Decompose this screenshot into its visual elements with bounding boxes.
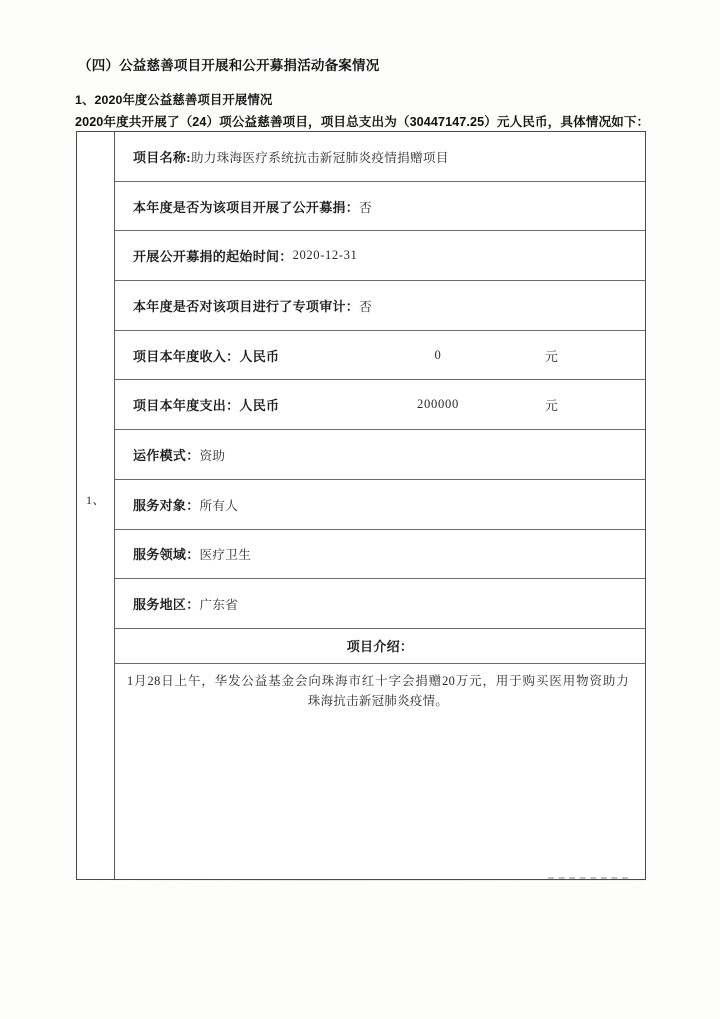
table-row	[115, 331, 645, 381]
table-row	[115, 380, 645, 430]
table-row	[115, 530, 645, 580]
project-intro-text	[127, 671, 629, 712]
field-label-annual-expense: 项目本年度支出：人民币	[133, 398, 280, 414]
row-index-label: 1、	[85, 493, 105, 507]
field-value-project-name: 助力珠海医疗系统抗击新冠肺炎疫情捐赠项目	[190, 150, 449, 165]
table-row	[115, 430, 645, 480]
field-unit-annual-income: 元	[545, 349, 559, 364]
field-value-service-region: 广东省	[199, 598, 239, 613]
field-value-service-field: 医疗卫生	[199, 548, 252, 563]
field-label-fundraising-start-date: 开展公开募捐的起始时间：	[133, 249, 293, 265]
page-title: （四）公益慈善项目开展和公开募捐活动备案情况	[78, 58, 380, 73]
project-table	[76, 131, 646, 880]
project-intro-body	[115, 664, 645, 879]
field-unit-annual-expense: 元	[545, 399, 559, 414]
field-value-annual-income: 0	[434, 347, 442, 362]
project-intro-header-row	[115, 629, 645, 664]
table-index-column	[77, 132, 115, 879]
field-label-service-field: 服务领域：	[133, 547, 200, 563]
project-intro-line-1: 1月28日上午，华发公益基金会向珠海市红十字会捐赠20万元，用于购买医用物资助力	[127, 673, 629, 688]
field-value-operation-mode: 资助	[199, 448, 226, 463]
field-value-fundraising-start-date: 2020-12-31	[292, 248, 358, 263]
table-row	[115, 480, 645, 530]
field-label-service-region: 服务地区：	[133, 597, 200, 613]
field-value-annual-expense: 200000	[417, 397, 459, 412]
field-label-annual-income: 项目本年度收入：人民币	[133, 348, 280, 364]
subtitle-block	[75, 90, 675, 130]
table-row	[115, 132, 645, 182]
field-value-public-fundraising: 否	[359, 200, 373, 215]
table-row	[115, 579, 645, 629]
subtitle-line-2: 2020年度共开展了（24）项公益慈善项目，项目总支出为（30447147.25）元人民币，具体情况如下：	[75, 115, 650, 129]
project-intro-header: 项目介绍：	[346, 639, 414, 655]
field-label-public-fundraising: 本年度是否为该项目开展了公开募捐：	[133, 199, 360, 215]
project-intro-line-2: 珠海抗击新冠肺炎疫情。	[307, 694, 449, 709]
field-label-service-target: 服务对象：	[133, 497, 200, 513]
field-label-operation-mode: 运作模式：	[133, 447, 200, 463]
table-row	[115, 182, 645, 232]
field-label-special-audit: 本年度是否对该项目进行了专项审计：	[133, 298, 360, 314]
field-value-special-audit: 否	[359, 299, 373, 314]
section-heading-block	[78, 54, 658, 74]
table-rows-column	[115, 132, 645, 879]
field-label-project-name: 项目名称:	[133, 149, 191, 165]
table-row	[115, 281, 645, 331]
table-row	[115, 231, 645, 281]
scan-artifact-dashes	[548, 877, 628, 881]
subtitle-line-1: 1、2020年度公益慈善项目开展情况	[75, 93, 273, 107]
field-value-service-target: 所有人	[199, 498, 239, 513]
